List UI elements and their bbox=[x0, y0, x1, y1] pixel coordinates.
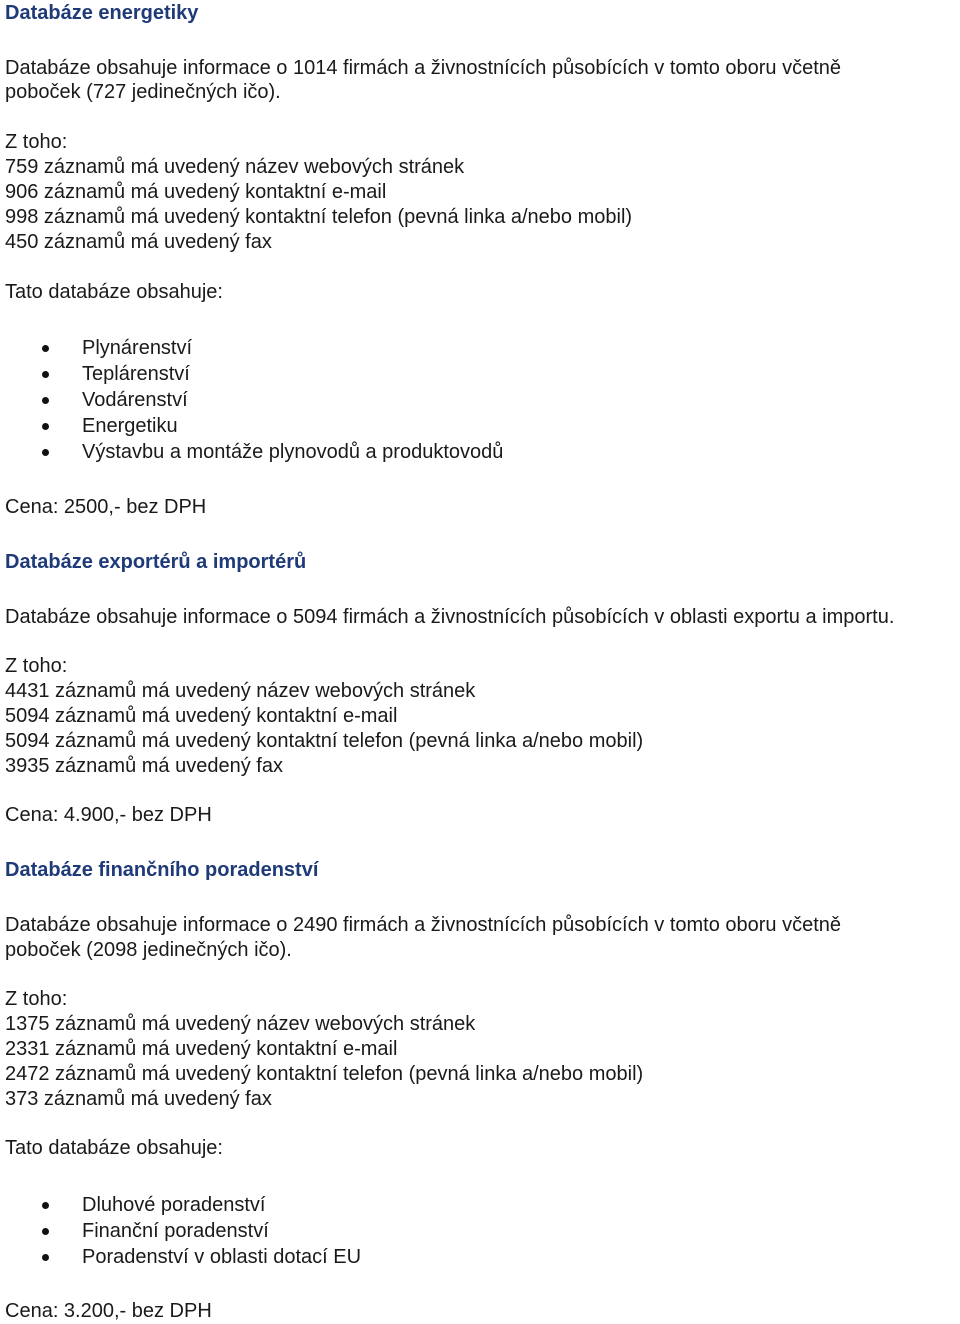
bullet-icon bbox=[42, 449, 49, 456]
stat-line: 2472 záznamů má uvedený kontaktní telefon (pevná linka a/nebo mobil) bbox=[5, 1063, 644, 1085]
list-item-label: Dluhové poradenství bbox=[82, 1194, 266, 1216]
contains-label: Tato databáze obsahuje: bbox=[5, 281, 223, 303]
stat-line: 5094 záznamů má uvedený kontaktní e-mail bbox=[5, 705, 398, 727]
list-item-label: Teplárenství bbox=[82, 363, 190, 385]
list-item-label: Výstavbu a montáže plynovodů a produktovodů bbox=[82, 441, 504, 463]
stat-line: 2331 záznamů má uvedený kontaktní e-mail bbox=[5, 1038, 398, 1060]
stat-line: 759 záznamů má uvedený název webových stránek bbox=[5, 156, 465, 178]
intro-line: Databáze obsahuje informace o 2490 firmách a živnostnících působících v tomto oboru včetně bbox=[5, 914, 842, 936]
list-item-label: Poradenství v oblasti dotací EU bbox=[82, 1246, 362, 1268]
price-line: Cena: 4.900,- bez DPH bbox=[5, 804, 212, 826]
stat-line: 998 záznamů má uvedený kontaktní telefon (pevná linka a/nebo mobil) bbox=[5, 206, 633, 228]
intro-line: poboček (2098 jedinečných ičo). bbox=[5, 939, 292, 961]
intro-line: Databáze obsahuje informace o 1014 firmách a živnostnících působících v tomto oboru včetně bbox=[5, 57, 842, 79]
contains-label: Tato databáze obsahuje: bbox=[5, 1137, 223, 1159]
stat-line: 1375 záznamů má uvedený název webových stránek bbox=[5, 1013, 476, 1035]
price-line: Cena: 3.200,- bez DPH bbox=[5, 1300, 212, 1322]
bullet-icon bbox=[42, 371, 49, 378]
section-title: Databáze exportérů a importérů bbox=[5, 551, 307, 573]
stats-label: Z toho: bbox=[5, 655, 68, 677]
intro-line: poboček (727 jedinečných ičo). bbox=[5, 81, 281, 103]
list-item-label: Vodárenství bbox=[82, 389, 188, 411]
stat-line: 5094 záznamů má uvedený kontaktní telefon (pevná linka a/nebo mobil) bbox=[5, 730, 644, 752]
bullet-icon bbox=[42, 1228, 49, 1235]
intro-line: Databáze obsahuje informace o 5094 firmách a živnostnících působících v oblasti exportu a importu. bbox=[5, 606, 895, 628]
bullet-icon bbox=[42, 345, 49, 352]
section-title: Databáze finančního poradenství bbox=[5, 859, 319, 881]
bullet-icon bbox=[42, 1202, 49, 1209]
stat-line: 906 záznamů má uvedený kontaktní e-mail bbox=[5, 181, 387, 203]
price-line: Cena: 2500,- bez DPH bbox=[5, 496, 207, 518]
stat-line: 3935 záznamů má uvedený fax bbox=[5, 755, 283, 777]
list-item-label: Finanční poradenství bbox=[82, 1220, 269, 1242]
list-item-label: Plynárenství bbox=[82, 337, 193, 359]
stats-label: Z toho: bbox=[5, 131, 68, 153]
stat-line: 450 záznamů má uvedený fax bbox=[5, 231, 272, 253]
bullet-icon bbox=[42, 397, 49, 404]
stats-label: Z toho: bbox=[5, 988, 68, 1010]
stat-line: 4431 záznamů má uvedený název webových stránek bbox=[5, 680, 476, 702]
section-title: Databáze energetiky bbox=[5, 2, 199, 24]
bullet-icon bbox=[42, 423, 49, 430]
list-item-label: Energetiku bbox=[82, 415, 178, 437]
bullet-icon bbox=[42, 1254, 49, 1261]
stat-line: 373 záznamů má uvedený fax bbox=[5, 1088, 272, 1110]
